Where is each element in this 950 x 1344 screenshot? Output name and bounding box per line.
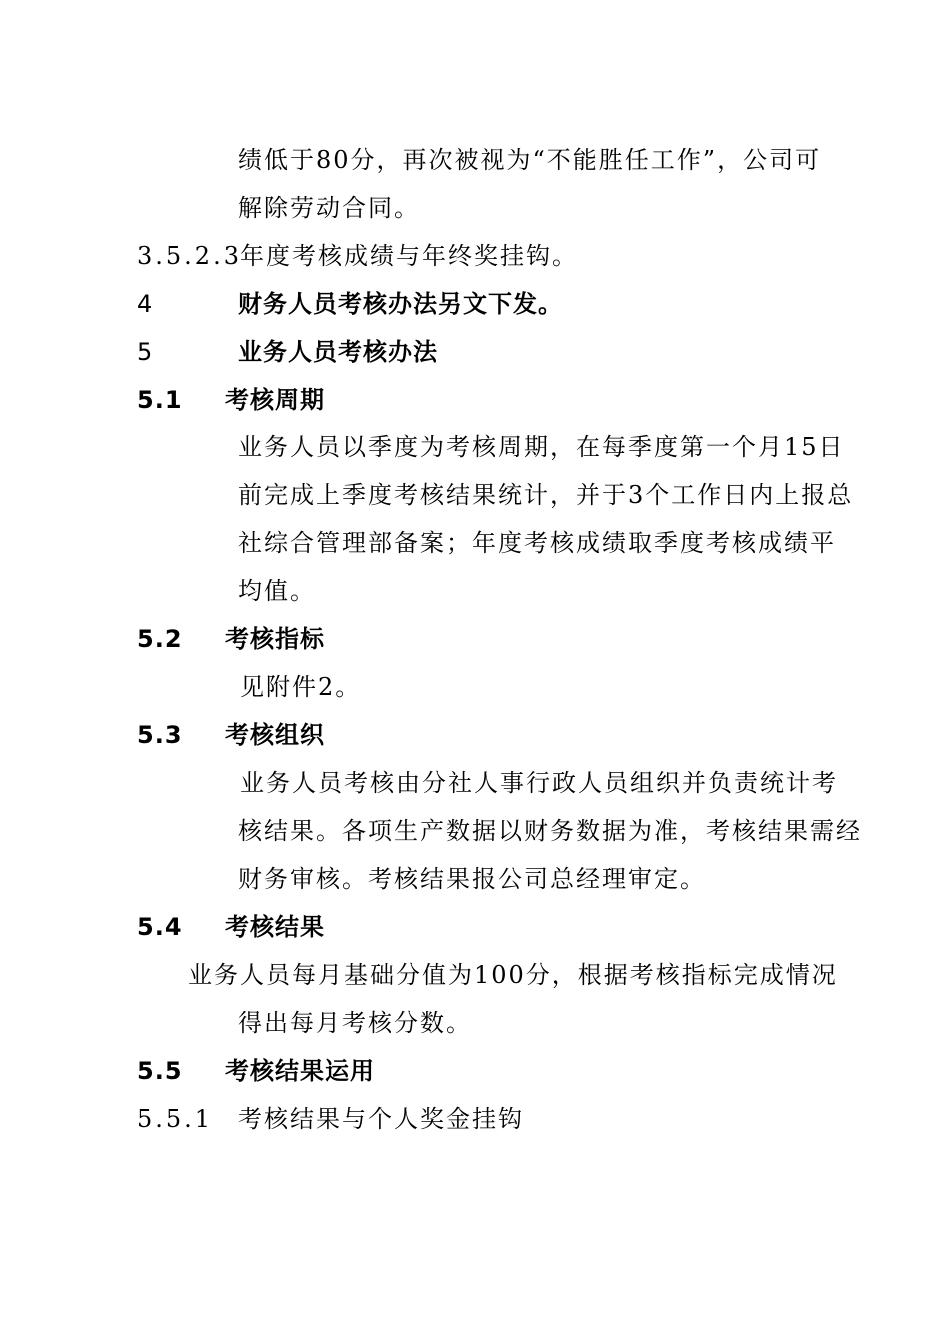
paragraph-line: 核结果。各项生产数据以财务数据为准，考核结果需经 [238, 817, 862, 845]
section-number-5-5-1: 5.5.1 [137, 1105, 214, 1133]
section-number-5-2: 5.2 [137, 625, 183, 653]
section-text-4: 财务人员考核办法另文下发。 [238, 290, 563, 318]
section-heading-5-2: 考核指标 [225, 625, 325, 653]
section-number-3-5-2-3: 3.5.2.3 [137, 242, 242, 270]
section-number-5-1: 5.1 [137, 386, 183, 414]
paragraph-line: 解除劳动合同。 [238, 194, 420, 222]
section-heading-5-4: 考核结果 [225, 913, 325, 941]
paragraph-line: 业务人员考核由分社人事行政人员组织并负责统计考 [240, 769, 838, 797]
paragraph-line: 见附件2。 [240, 673, 362, 701]
section-number-4: 4 [137, 290, 154, 318]
section-number-5: 5 [137, 338, 154, 366]
paragraph-line: 社综合管理部备案；年度考核成绩取季度考核成绩平 [238, 529, 836, 557]
section-number-5-5: 5.5 [137, 1057, 183, 1085]
section-number-5-4: 5.4 [137, 913, 183, 941]
paragraph-line: 财务审核。考核结果报公司总经理审定。 [238, 865, 706, 893]
section-heading-5-3: 考核组织 [225, 721, 325, 749]
section-number-5-3: 5.3 [137, 721, 183, 749]
section-heading-5-5: 考核结果运用 [225, 1057, 375, 1085]
section-heading-5: 业务人员考核办法 [238, 338, 438, 366]
paragraph-line: 得出每月考核分数。 [238, 1009, 472, 1037]
paragraph-line: 业务人员以季度为考核周期，在每季度第一个月15日 [238, 433, 845, 461]
section-heading-5-1: 考核周期 [225, 386, 325, 414]
section-text-3-5-2-3: 年度考核成绩与年终奖挂钩。 [240, 242, 578, 270]
paragraph-line: 前完成上季度考核结果统计，并于3个工作日内上报总 [238, 481, 854, 509]
section-text-5-5-1: 考核结果与个人奖金挂钩 [238, 1105, 524, 1133]
paragraph-line: 绩低于80分，再次被视为“不能胜任工作”，公司可 [238, 146, 822, 174]
paragraph-line: 均值。 [238, 577, 316, 605]
paragraph-line: 业务人员每月基础分值为100分，根据考核指标完成情况 [188, 961, 838, 989]
